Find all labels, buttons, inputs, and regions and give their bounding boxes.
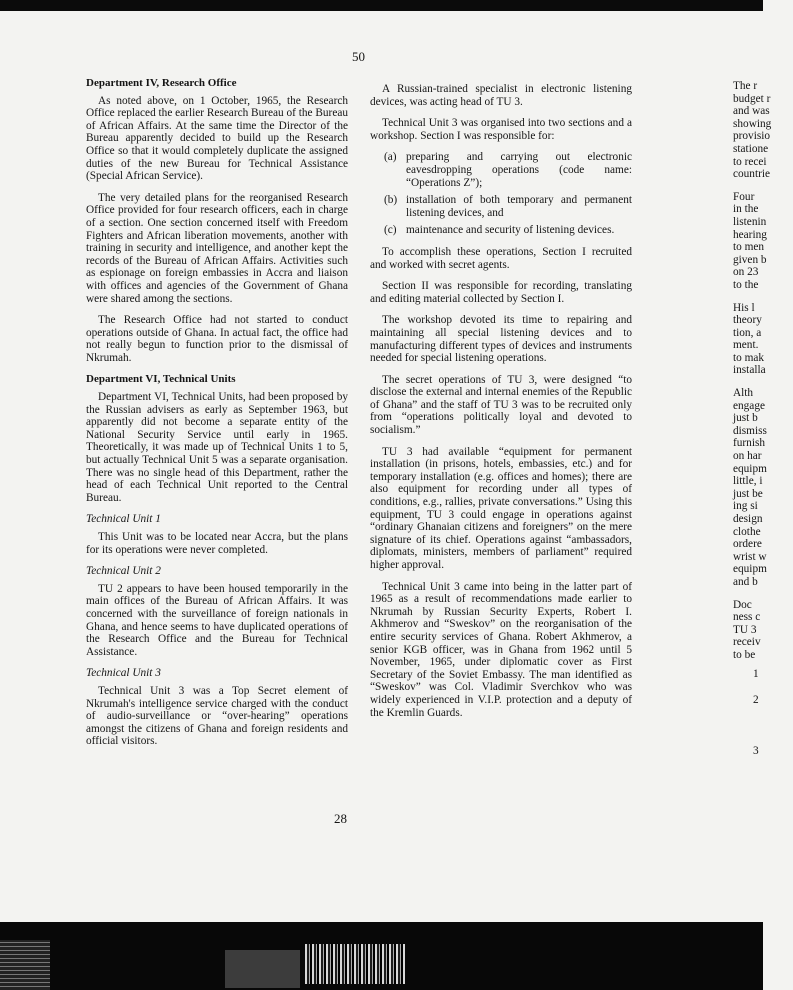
scan-artifact — [0, 940, 50, 990]
scan-top-bar — [0, 0, 763, 11]
text-line: provisio — [733, 130, 771, 143]
text-line: on har — [733, 450, 762, 463]
text-line: TU 3 — [733, 623, 757, 636]
text-line: showing — [733, 117, 772, 130]
text-line: listenin — [733, 215, 767, 228]
text-line: theory — [733, 314, 762, 327]
text-line: little, i — [733, 475, 763, 488]
text-line: to recei — [733, 155, 767, 168]
list-text: preparing and carrying out electronic eavesdropping operations (code name: “Operations Z”); — [406, 151, 632, 189]
text-line: in the — [733, 203, 759, 216]
list-label: (b) — [384, 194, 398, 207]
text-line: to the — [733, 278, 759, 291]
paragraph: TU 3 had available “equipment for permanent installation (in prisons, hotels, embassies, etc.) and for temporary installation (e.g. offices and homes); there are also equipment for recording under all types of conditions, e.g., rallies, private conversations.” Using this equipment, TU 3 could engage in operations against “ordinary Ghanaian citizens and foreigners” on the mere signature of its chief. Operations against “ambassadors, diplomats, ministers, members of parliament” required higher approval. — [370, 445, 632, 571]
text-line: engage — [733, 399, 765, 412]
text-line: and was — [733, 105, 770, 118]
paragraph: As noted above, on 1 October, 1965, the Research Office replaced the earlier Research Bureau of the Bureau of African Affairs. At the same time the Director of the Bureau apparently decided to build up the Research Office so that it would completely duplicate the assigned duties of the new Bureau for Technical Assistance (Special African Service). — [86, 94, 348, 183]
text-line: ordere — [733, 538, 762, 551]
list-label: (c) — [384, 224, 397, 237]
column-left — [86, 77, 348, 757]
text-line: just b — [733, 412, 758, 425]
text-line: receiv — [733, 636, 761, 649]
text-line: to men — [733, 241, 765, 254]
text-line: installa — [733, 364, 766, 377]
column-right-truncated — [733, 80, 793, 757]
text-line: ness c — [733, 611, 761, 624]
text-line: Alth — [733, 387, 754, 400]
subheading-tu1: Technical Unit 1 — [86, 513, 161, 526]
column-middle — [370, 83, 632, 728]
paragraph: The very detailed plans for the reorganised Research Office provided for four research officers, each in charge of a section. One section concerned itself with Freedom Fighters and African liberation movements, another with training in security and intelligence, and another kept the records of the Bureau of African Affairs. Activities such as espionage on foreign embassies in Accra and liaison with offices and agencies of the Government of Ghana were shared among the sections. — [86, 191, 348, 305]
text-block — [733, 387, 793, 589]
paragraph: A Russian-trained specialist in electronic listening devices, was acting head of TU 3. — [370, 83, 632, 108]
paragraph: TU 2 appears to have been housed temporarily in the main offices of the Bureau of African Affairs. It was concerned with the surveillance of foreign nationals in Ghana, and hence seems to have duplicated operations of the Research Office and the Bureau for Technical Assistance. — [86, 582, 348, 658]
text-line: tion, a — [733, 326, 762, 339]
paragraph: Technical Unit 3 came into being in the latter part of 1965 as a result of recommendations made earlier to Nkrumah by Russian Security Experts, Robert I. Akhmerov and “Sweskov” on the reorganisation of the entire security services of Ghana. Robert Akhmerov, a senior KGB officer, was in Ghana from 1962 until 5 November, 1965, under diplomatic cover as First Secretary of the Soviet Embassy. The man identified as “Sweskov” was Col. Vladimir Sverchkov who was widely experienced in V.I.P. protection and a deputy of the Kremlin Guards. — [370, 580, 632, 719]
scan-artifact — [225, 950, 300, 988]
list-number: 3 — [753, 744, 759, 757]
text-line: furnish — [733, 437, 766, 450]
text-line: wrist w — [733, 550, 767, 563]
paragraph: Department VI, Technical Units, had been proposed by the Russian advisers as early as September 1963, but apparently did not become a separate entity of the National Security Service until early in 1965. Theoretically, it was made up of Technical Units 1 to 5, but actually Technical Unit 5 was a separate organisation. There was no single head of this Department, rather the head of each Technical Unit reported to the Central Bureau. — [86, 391, 348, 504]
page-number-top: 50 — [352, 49, 365, 64]
section-heading-dept4: Department IV, Research Office — [86, 77, 237, 89]
text-block — [733, 191, 793, 292]
text-line: to be — [733, 648, 756, 661]
text-line: to mak — [733, 351, 765, 364]
list-label: (a) — [384, 151, 397, 164]
list-number: 1 — [753, 667, 759, 680]
text-line: and b — [733, 575, 758, 588]
text-line: statione — [733, 142, 769, 155]
text-line: ment. — [733, 339, 759, 352]
scan-artifact — [305, 944, 405, 984]
list-item — [384, 194, 632, 219]
paragraph: This Unit was to be located near Accra, but the plans for its operations were never completed. — [86, 531, 348, 556]
text-line: hearing — [733, 228, 767, 241]
list-item — [384, 151, 632, 189]
text-line: on 23 — [733, 266, 759, 279]
text-line: His l — [733, 301, 755, 314]
paragraph: To accomplish these operations, Section I recruited and worked with secret agents. — [370, 245, 632, 271]
paragraph: The secret operations of TU 3, were designed “to disclose the external and internal enemies of the Republic of Ghana” and the staff of TU 3 was to be recruited only from “operations politically loyal and devoted to socialism.” — [370, 373, 632, 437]
text-line: The r — [733, 80, 758, 92]
text-line: equipm — [733, 462, 767, 475]
text-line: Four — [733, 190, 755, 203]
list-item — [384, 224, 632, 237]
text-line: just be — [733, 487, 763, 500]
text-line: clothe — [733, 525, 761, 538]
text-block — [733, 599, 793, 662]
text-line: given b — [733, 253, 767, 266]
subheading-tu3: Technical Unit 3 — [86, 667, 161, 680]
text-block — [733, 80, 793, 181]
text-line: countrie — [733, 168, 771, 181]
list-number: 2 — [753, 694, 759, 707]
text-line: ing si — [733, 500, 758, 513]
paragraph: Section II was responsible for recording, translating and editing material collected by Section I. — [370, 280, 632, 305]
text-line: dismiss — [733, 424, 767, 437]
paragraph: The Research Office had not started to conduct operations outside of Ghana. In actual fact, the office had not really begun to function prior to the dismissal of Nkrumah. — [86, 314, 348, 364]
paragraph: Technical Unit 3 was organised into two sections and a workshop. Section I was responsible for: — [370, 117, 632, 142]
subheading-tu2: Technical Unit 2 — [86, 565, 161, 578]
paragraph: The workshop devoted its time to repairing and maintaining all special listening devices and to manufacturing different types of devices and instruments needed for special listening operations. — [370, 314, 632, 365]
page-number-bottom: 28 — [334, 811, 347, 826]
text-line: Doc — [733, 598, 752, 611]
list-text: installation of both temporary and permanent listening devices, and — [406, 194, 632, 219]
text-block — [733, 302, 793, 378]
paragraph: Technical Unit 3 was a Top Secret element of Nkrumah's intelligence service charged with the conduct of audio-surveillance or “over-hearing” operations amongst the citizens of Ghana and foreign residents and official visitors. — [86, 684, 348, 748]
text-line: design — [733, 513, 763, 525]
text-line: budget r — [733, 92, 771, 105]
section-heading-dept6: Department VI, Technical Units — [86, 373, 236, 386]
list-text: maintenance and security of listening devices. — [406, 224, 615, 237]
text-line: equipm — [733, 563, 767, 576]
